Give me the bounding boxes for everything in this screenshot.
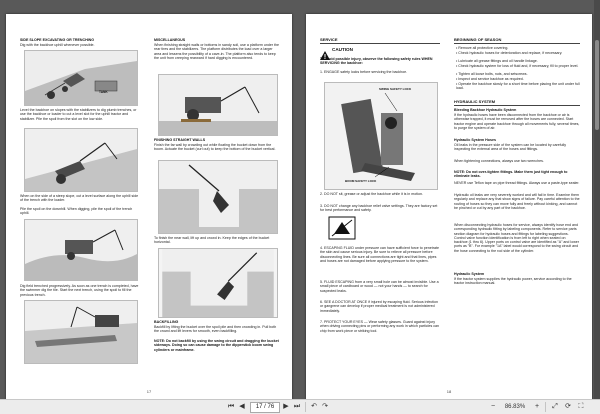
paragraph: Dig with the backhoe uphill whenever possible. bbox=[20, 43, 95, 47]
rule: 5. FLUID ESCAPING from a very small hole can be almost invisible. Use a small piece of cardboard or wood — not your hands — to search for suspected leaks. bbox=[320, 280, 439, 293]
vertical-scrollbar[interactable] bbox=[594, 0, 600, 399]
forward-icon[interactable]: ↷ bbox=[322, 403, 328, 410]
figure-fluid-warning bbox=[328, 216, 356, 240]
subheading: Hydraulic System bbox=[454, 272, 485, 276]
paragraph: If the tractor system supplies the hydraulic power, service according to the tractor instruction manual. bbox=[454, 277, 572, 286]
next-page-icon[interactable]: ▶ bbox=[283, 403, 289, 410]
rule: 2. DO NOT sit, grease or adjust the backhoe while it is in motion. bbox=[320, 192, 424, 196]
prev-page-icon[interactable]: ◀ bbox=[239, 403, 245, 410]
separator bbox=[305, 402, 306, 412]
rule: 6. SEE A DOCTOR AT ONCE if injured by escaping fluid. Serious infection or gangrene can develop if proper medical treatment is not administered immediately. bbox=[320, 300, 439, 313]
figure-label: SWING SAFETY LOCK bbox=[379, 87, 412, 91]
heading: BEGINNING OF SEASON bbox=[454, 37, 502, 42]
bullet-item: • Lubricate all grease fittings and oil handle linkage. bbox=[456, 59, 538, 64]
divider bbox=[320, 43, 440, 44]
page-number-input[interactable]: 17 / 76 bbox=[250, 402, 280, 413]
bullet-item: • Operate the backhoe slowly for a short time before placing the unit under full load. bbox=[456, 81, 580, 90]
back-icon[interactable]: ↶ bbox=[311, 403, 317, 410]
figure-label: TANK bbox=[99, 90, 108, 94]
rule: 7. PROTECT YOUR EYES — Wear safety glasses. Guard against injury when driving connecting pins or performing any work in which particles can chip from work piece or striking tool. bbox=[320, 320, 440, 333]
rule: 3. DO NOT change any backhoe relief valve settings. They are factory set for best performance and safety. bbox=[320, 204, 438, 213]
figure-spoil-pile bbox=[24, 219, 138, 281]
heading: FINISHING STRAIGHT WALLS bbox=[154, 138, 206, 142]
figure-safety-locks bbox=[324, 82, 438, 190]
paragraph: When tightening connections, always use two wrenches. bbox=[454, 159, 544, 163]
warning-icon bbox=[320, 47, 330, 56]
paragraph: Pile the spoil on the downhill. When digging, pile the spoil of the trench uphill. bbox=[20, 207, 133, 216]
figure-near-wall bbox=[158, 248, 278, 318]
figure-platform bbox=[158, 74, 278, 136]
bullet-item: • Inspect and service backhoe as required. bbox=[456, 77, 524, 81]
figure-label: BOOM SAFETY LOCK bbox=[345, 179, 377, 183]
heading: BACKFILLING bbox=[154, 320, 179, 324]
subheading: Hydraulic System Hoses bbox=[454, 138, 496, 142]
page-number: 18 bbox=[446, 389, 452, 394]
note: NOTE: Do not backfill by using the swing circuit and dragging the bucket sideways. Doing so can cause damage to the dipperstick boom swing cylinders or mainframe. bbox=[154, 339, 279, 352]
heading: MISCELLANEOUS bbox=[154, 38, 186, 42]
paragraph: Finish the far wall by crowding out while floating the bucket down from the boom. Actuate the bucket (curl out) to keep the bottom of the bucket vertical. bbox=[154, 143, 276, 152]
paragraph: To finish the near wall, lift up and crowd in. Keep the edges of the bucket horizontal. bbox=[154, 236, 270, 245]
rule: 1. ENGAGE safety locks before servicing the backhoe. bbox=[320, 70, 408, 74]
bullet-item: • Remove all protective covering. bbox=[456, 46, 509, 50]
paragraph: Hydraulic oil leaks are very severely worked and will fail in time. Examine them regularly and replace any that show signs of failure. Pay careful attention to the routing of hoses so they can move fully and freely without kinking, and cannot be pinched or cut by any part of the backhoe. bbox=[454, 193, 580, 210]
zoom-level[interactable]: 86.83% bbox=[504, 404, 526, 410]
zoom-out-icon[interactable]: − bbox=[490, 403, 496, 410]
scrollbar-thumb[interactable] bbox=[595, 40, 599, 130]
fit-icon[interactable]: ⤢ bbox=[552, 403, 558, 410]
subheading: Bleeding Backhoe Hydraulic System bbox=[454, 108, 517, 112]
caution-label: CAUTION bbox=[332, 47, 353, 52]
rule: 4. ESCAPING FLUID under pressure can have sufficient force to penetrate the skin and cause serious injury. Be sure to relieve all pressure before disconnecting lines. Be sure all connections are tight and that lines, pipes and hoses are not damaged before applying pressure to the system. bbox=[320, 246, 439, 263]
divider bbox=[454, 105, 580, 106]
heading: SIDE SLOPE EXCAVATING OR TRENCHING bbox=[20, 38, 95, 42]
figure-field-trenches bbox=[24, 300, 138, 364]
viewer-toolbar bbox=[0, 399, 600, 414]
separator bbox=[545, 402, 546, 412]
first-page-icon[interactable]: ⏮ bbox=[227, 403, 235, 410]
paragraph: When finishing straight walls or bottoms in sandy soil, use a platform under the rear tires and the stabilizers. The platform distributes the load over a larger area and lessens the possibility of a cave-in. The platform also tends to keep the unit from creeping rearward if hard digging is encountered. bbox=[154, 43, 280, 60]
heading: SERVICE bbox=[320, 37, 338, 42]
paragraph: Dig field trenched progressively. As soon as one trench is completed, have the swimmer dig the tile. Start the next trench, using the spoil to fill the previous trench. bbox=[20, 284, 139, 297]
paragraph: If the hydraulic hoses have been disconnected from the backhoe or air is otherwise trapped, it must be removed after the hoses are connected. Start tractor engine and operate backhoe through all movements fully, several times, to purge the system of air. bbox=[454, 113, 580, 130]
bullet-item: • Tighten all loose bolts, nuts, and setscrews. bbox=[456, 72, 528, 77]
paragraph: When disconnecting hydraulic hoses for service, always identify hose end and corresponding hydraulic fitting by labeling components. Refer to service parts section diagram for hydraulic hoses and fittings for labeling suggestions. Control valve function identification is from left to right when seated on backhoe (1 thru 6). Upper ports on control valve are identified as "A" and lower ports as "B". For example "1A" label would correspond to the swing circuit and the hose connecting to the rod side of the cylinder. bbox=[454, 223, 580, 253]
heading: HYDRAULIC SYSTEM bbox=[454, 99, 496, 104]
figure-straight-wall bbox=[158, 160, 278, 234]
zoom-in-icon[interactable]: + bbox=[534, 403, 540, 410]
paragraph: NEVER use Teflon tape on pipe thread fittings. Always use a paste-type sealer. bbox=[454, 181, 580, 185]
bullet-item: • Check hydraulic system for loss of fluid and, if necessary, fill to proper level. bbox=[456, 63, 579, 68]
page-number: 17 bbox=[146, 389, 152, 394]
bullet-item: • Check hydraulic hoses for deterioration and replace, if necessary. bbox=[456, 50, 563, 55]
page-17 bbox=[6, 14, 292, 399]
figure-slope-tank bbox=[24, 50, 138, 106]
divider bbox=[454, 43, 580, 44]
paragraph: When on the side of a steep slope, cut a level surface along the uphill side of the trench with the loader. bbox=[20, 194, 139, 203]
caution-text: To avoid possible injury, observe the following safety rules WHEN SERVICING the backhoe: bbox=[320, 57, 433, 66]
rotate-icon[interactable]: ⟳ bbox=[565, 403, 571, 410]
figure-side-slope bbox=[24, 128, 138, 192]
paragraph: Oil leaks in the pressure side of the system can be located by carefully inspecting the external area of the hoses and fittings. bbox=[454, 143, 567, 152]
fullscreen-icon[interactable]: ⛶ bbox=[578, 403, 584, 410]
page-18 bbox=[306, 14, 592, 399]
paragraph: Level the backhoe on slopes with the stabilizers to dig plumb trenches, or use the backhoe or loader to cut a level slot for the uphill tractor and stabilizer. Pile the spoil from the slot on the low side. bbox=[20, 108, 137, 121]
last-page-icon[interactable]: ⏭ bbox=[293, 403, 301, 410]
paragraph: Backfill by lifting the bucket over the spoil pile and then crowding in. Pull both the crowd and lift levers for smooth, even backfilling. bbox=[154, 325, 277, 334]
note: NOTE: Do not over-tighten fittings. Make them just tight enough to eliminate leaks. bbox=[454, 170, 568, 179]
